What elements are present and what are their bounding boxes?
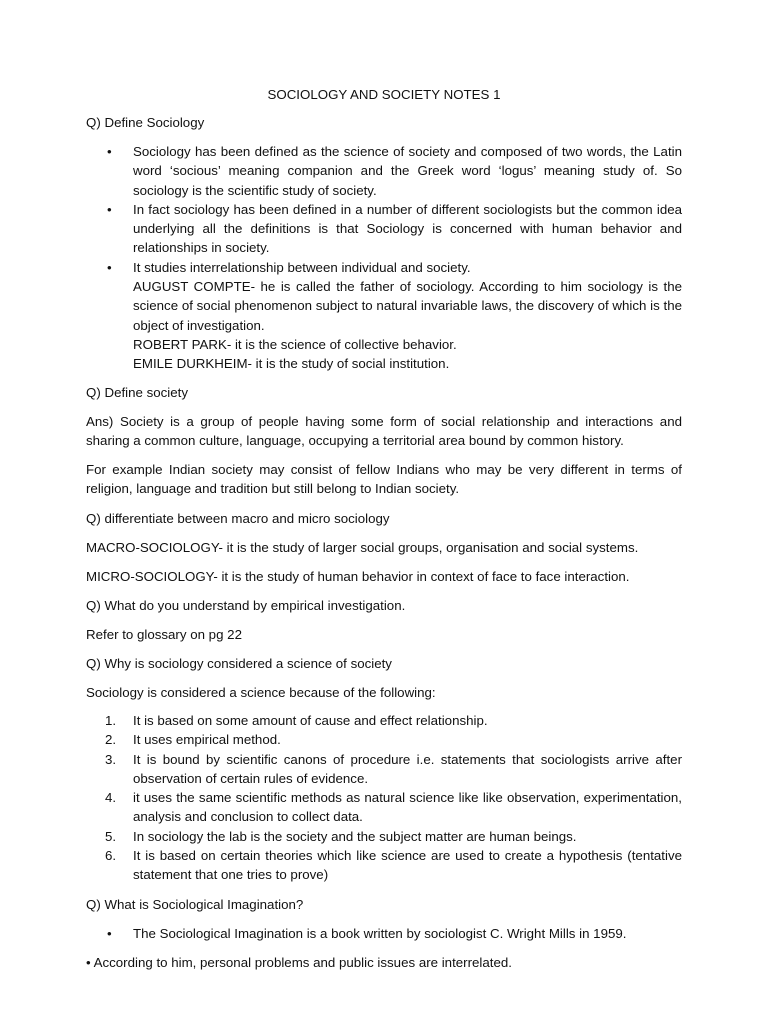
- list-item: [105, 788, 682, 827]
- science-intro: Sociology is considered a science because of the following:: [86, 685, 436, 700]
- definition-compte: AUGUST COMPTE- he is called the father of sociology. According to him sociology is the science of social phenomenon subject to natural invariable laws, the discovery of which is the object of investigation.: [133, 279, 682, 333]
- list-number: 1.: [105, 713, 117, 728]
- list-item-text: It is based on some amount of cause and effect relationship.: [133, 713, 488, 728]
- list-item-text: It is bound by scientific canons of procedure i.e. statements that sociologists arrive after observation of certain rules of evidence.: [133, 751, 682, 786]
- imagination-note: • According to him, personal problems and public issues are interrelated.: [86, 955, 512, 970]
- list-item: [105, 750, 682, 789]
- imagination-bullet-list: [133, 924, 682, 943]
- list-item-text: • It studies interrelationship between individual and society.: [133, 259, 471, 275]
- list-number: 2.: [105, 732, 117, 748]
- example-indian-society: For example Indian society may consist of fellow Indians who may be very different in terms of religion, language and tradition but still belong to Indian society.: [86, 462, 682, 497]
- science-reasons-list: [105, 711, 682, 885]
- list-item: • In fact sociology has been defined in a number of different sociologists but the common idea underlying all the definitions is that Sociology is concerned with human behavior and relationships in society.: [133, 200, 682, 258]
- question-macro-micro: Q) differentiate between macro and micro sociology: [86, 511, 390, 526]
- list-item: [133, 258, 682, 374]
- list-item-text: it uses the same scientific methods as natural science like like observation, experimentation, analysis and conclusion to collect data.: [133, 790, 682, 825]
- list-item: [105, 846, 682, 885]
- sociology-bullet-list: [133, 142, 682, 374]
- list-item: [105, 827, 682, 846]
- question-sociological-imagination: Q) What is Sociological Imagination?: [86, 897, 304, 912]
- macro-sociology-definition: MACRO-SOCIOLOGY- it is the study of larger social groups, organisation and social systems.: [86, 540, 639, 555]
- answer-empirical-investigation: Refer to glossary on pg 22: [86, 627, 242, 642]
- document-title: SOCIOLOGY AND SOCIETY NOTES 1: [267, 87, 501, 102]
- list-item-text: It uses empirical method.: [133, 732, 281, 748]
- list-item: • Sociology has been defined as the science of society and composed of two words, the Latin word ‘socious’ meaning companion and the Greek word ‘logus’ meaning study of. So sociology is the scientific study of society.: [133, 142, 682, 200]
- list-number: 6.: [105, 848, 117, 864]
- list-item: [105, 730, 682, 749]
- question-empirical-investigation: Q) What do you understand by empirical investigation.: [86, 598, 406, 613]
- definition-park: ROBERT PARK- it is the science of collective behavior.: [133, 336, 457, 352]
- list-number: 4.: [105, 790, 117, 806]
- micro-sociology-definition: MICRO-SOCIOLOGY- it is the study of human behavior in context of face to face interaction.: [86, 569, 630, 584]
- question-define-sociology: Q) Define Sociology: [86, 115, 205, 130]
- question-define-society: Q) Define society: [86, 385, 188, 400]
- list-number: 3.: [105, 751, 117, 767]
- answer-society: Ans) Society is a group of people having some form of social relationship and interactions and sharing a common culture, language, occupying a territorial area bound by common history.: [86, 414, 682, 449]
- list-item-text: In sociology the lab is the society and the subject matter are human beings.: [133, 828, 577, 844]
- list-item: [105, 711, 682, 730]
- list-item-text: It is based on certain theories which like science are used to create a hypothesis (tentative statement that one tries to prove): [133, 848, 682, 883]
- question-sociology-science: Q) Why is sociology considered a science of society: [86, 656, 392, 671]
- list-number: 5.: [105, 828, 117, 844]
- definition-durkheim: EMILE DURKHEIM- it is the study of social institution.: [133, 356, 450, 372]
- list-item: • The Sociological Imagination is a book written by sociologist C. Wright Mills in 1959.: [133, 924, 682, 943]
